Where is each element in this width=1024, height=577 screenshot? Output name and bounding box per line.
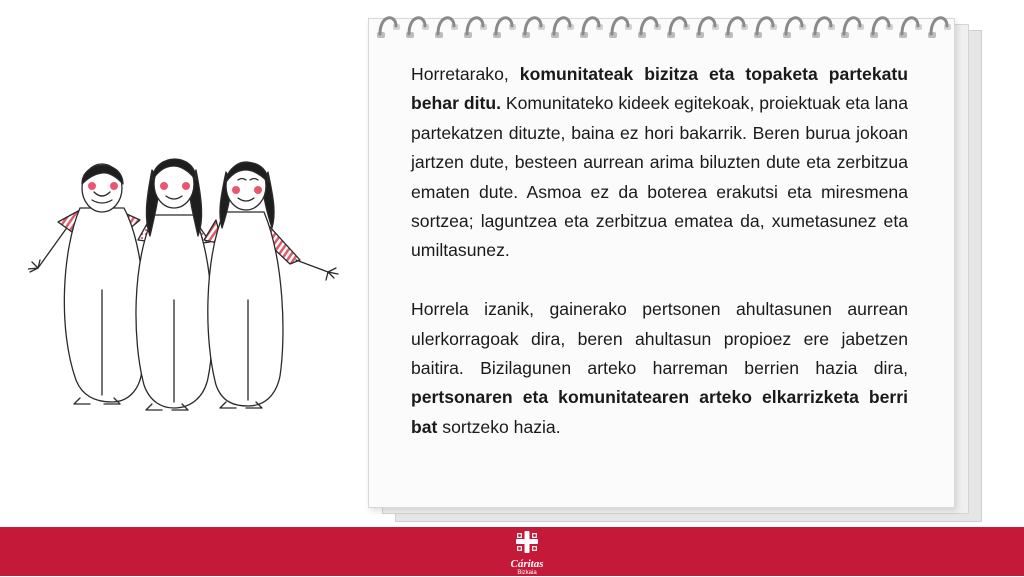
- text-run-0: Horrela izanik, gainerako pertsonen ahultasunen aurrean ulerkorragoak dira, beren ahultasun propioez ere jabetzen baitira. Bizilagunen arteko harreman berrien hazia dira,: [411, 299, 908, 379]
- spiral-binding-rings: [372, 10, 952, 46]
- binding-ring: [928, 18, 951, 38]
- logo-subtext: Bizkaia: [517, 570, 537, 576]
- binding-ring: [435, 18, 458, 38]
- binding-ring: [493, 18, 516, 38]
- binding-ring: [522, 18, 545, 38]
- bold-run-1: komunitateak bizitza eta topaketa partekatu behar ditu.: [411, 64, 908, 114]
- bold-run-1: pertsonaren eta komunitatearen arteko elkarrizketa berri bat: [411, 387, 908, 437]
- binding-ring: [725, 18, 748, 38]
- binding-ring: [580, 18, 603, 38]
- binding-ring: [841, 18, 864, 38]
- binding-ring: [609, 18, 632, 38]
- binding-ring: [667, 18, 690, 38]
- binding-ring: [377, 18, 400, 38]
- binding-ring: [899, 18, 922, 38]
- caritas-logo: [497, 531, 557, 575]
- three-girls-illustration: [28, 140, 348, 430]
- binding-ring: [406, 18, 429, 38]
- binding-ring: [870, 18, 893, 38]
- binding-ring: [754, 18, 777, 38]
- binding-ring: [783, 18, 806, 38]
- paragraph-2: [411, 295, 908, 442]
- paragraph-1: [411, 60, 908, 266]
- binding-ring: [551, 18, 574, 38]
- caritas-cross-logo-icon: [514, 531, 540, 553]
- binding-ring: [812, 18, 835, 38]
- binding-ring: [464, 18, 487, 38]
- logo-text: Cáritas: [510, 558, 544, 570]
- body-text: [411, 60, 908, 442]
- text-run-2: sortzeko hazia.: [437, 416, 561, 437]
- text-run-2: Komunitateko kideek egitekoak, proiektuak eta lana partekatzen dituzte, baina ez hori bakarrik. Beren burua jokoan jartzen dute, besteen aurrean arima biluzten dute eta zerbitzua ematen dute. Asmoa ez da boterea erakutsi eta miresmena sortzea; laguntzea eta zerbitzua ematea da, xumetasunez eta umiltasunez.: [411, 93, 908, 261]
- binding-ring: [696, 18, 719, 38]
- text-run-0: Horretarako,: [411, 64, 520, 84]
- binding-ring: [638, 18, 661, 38]
